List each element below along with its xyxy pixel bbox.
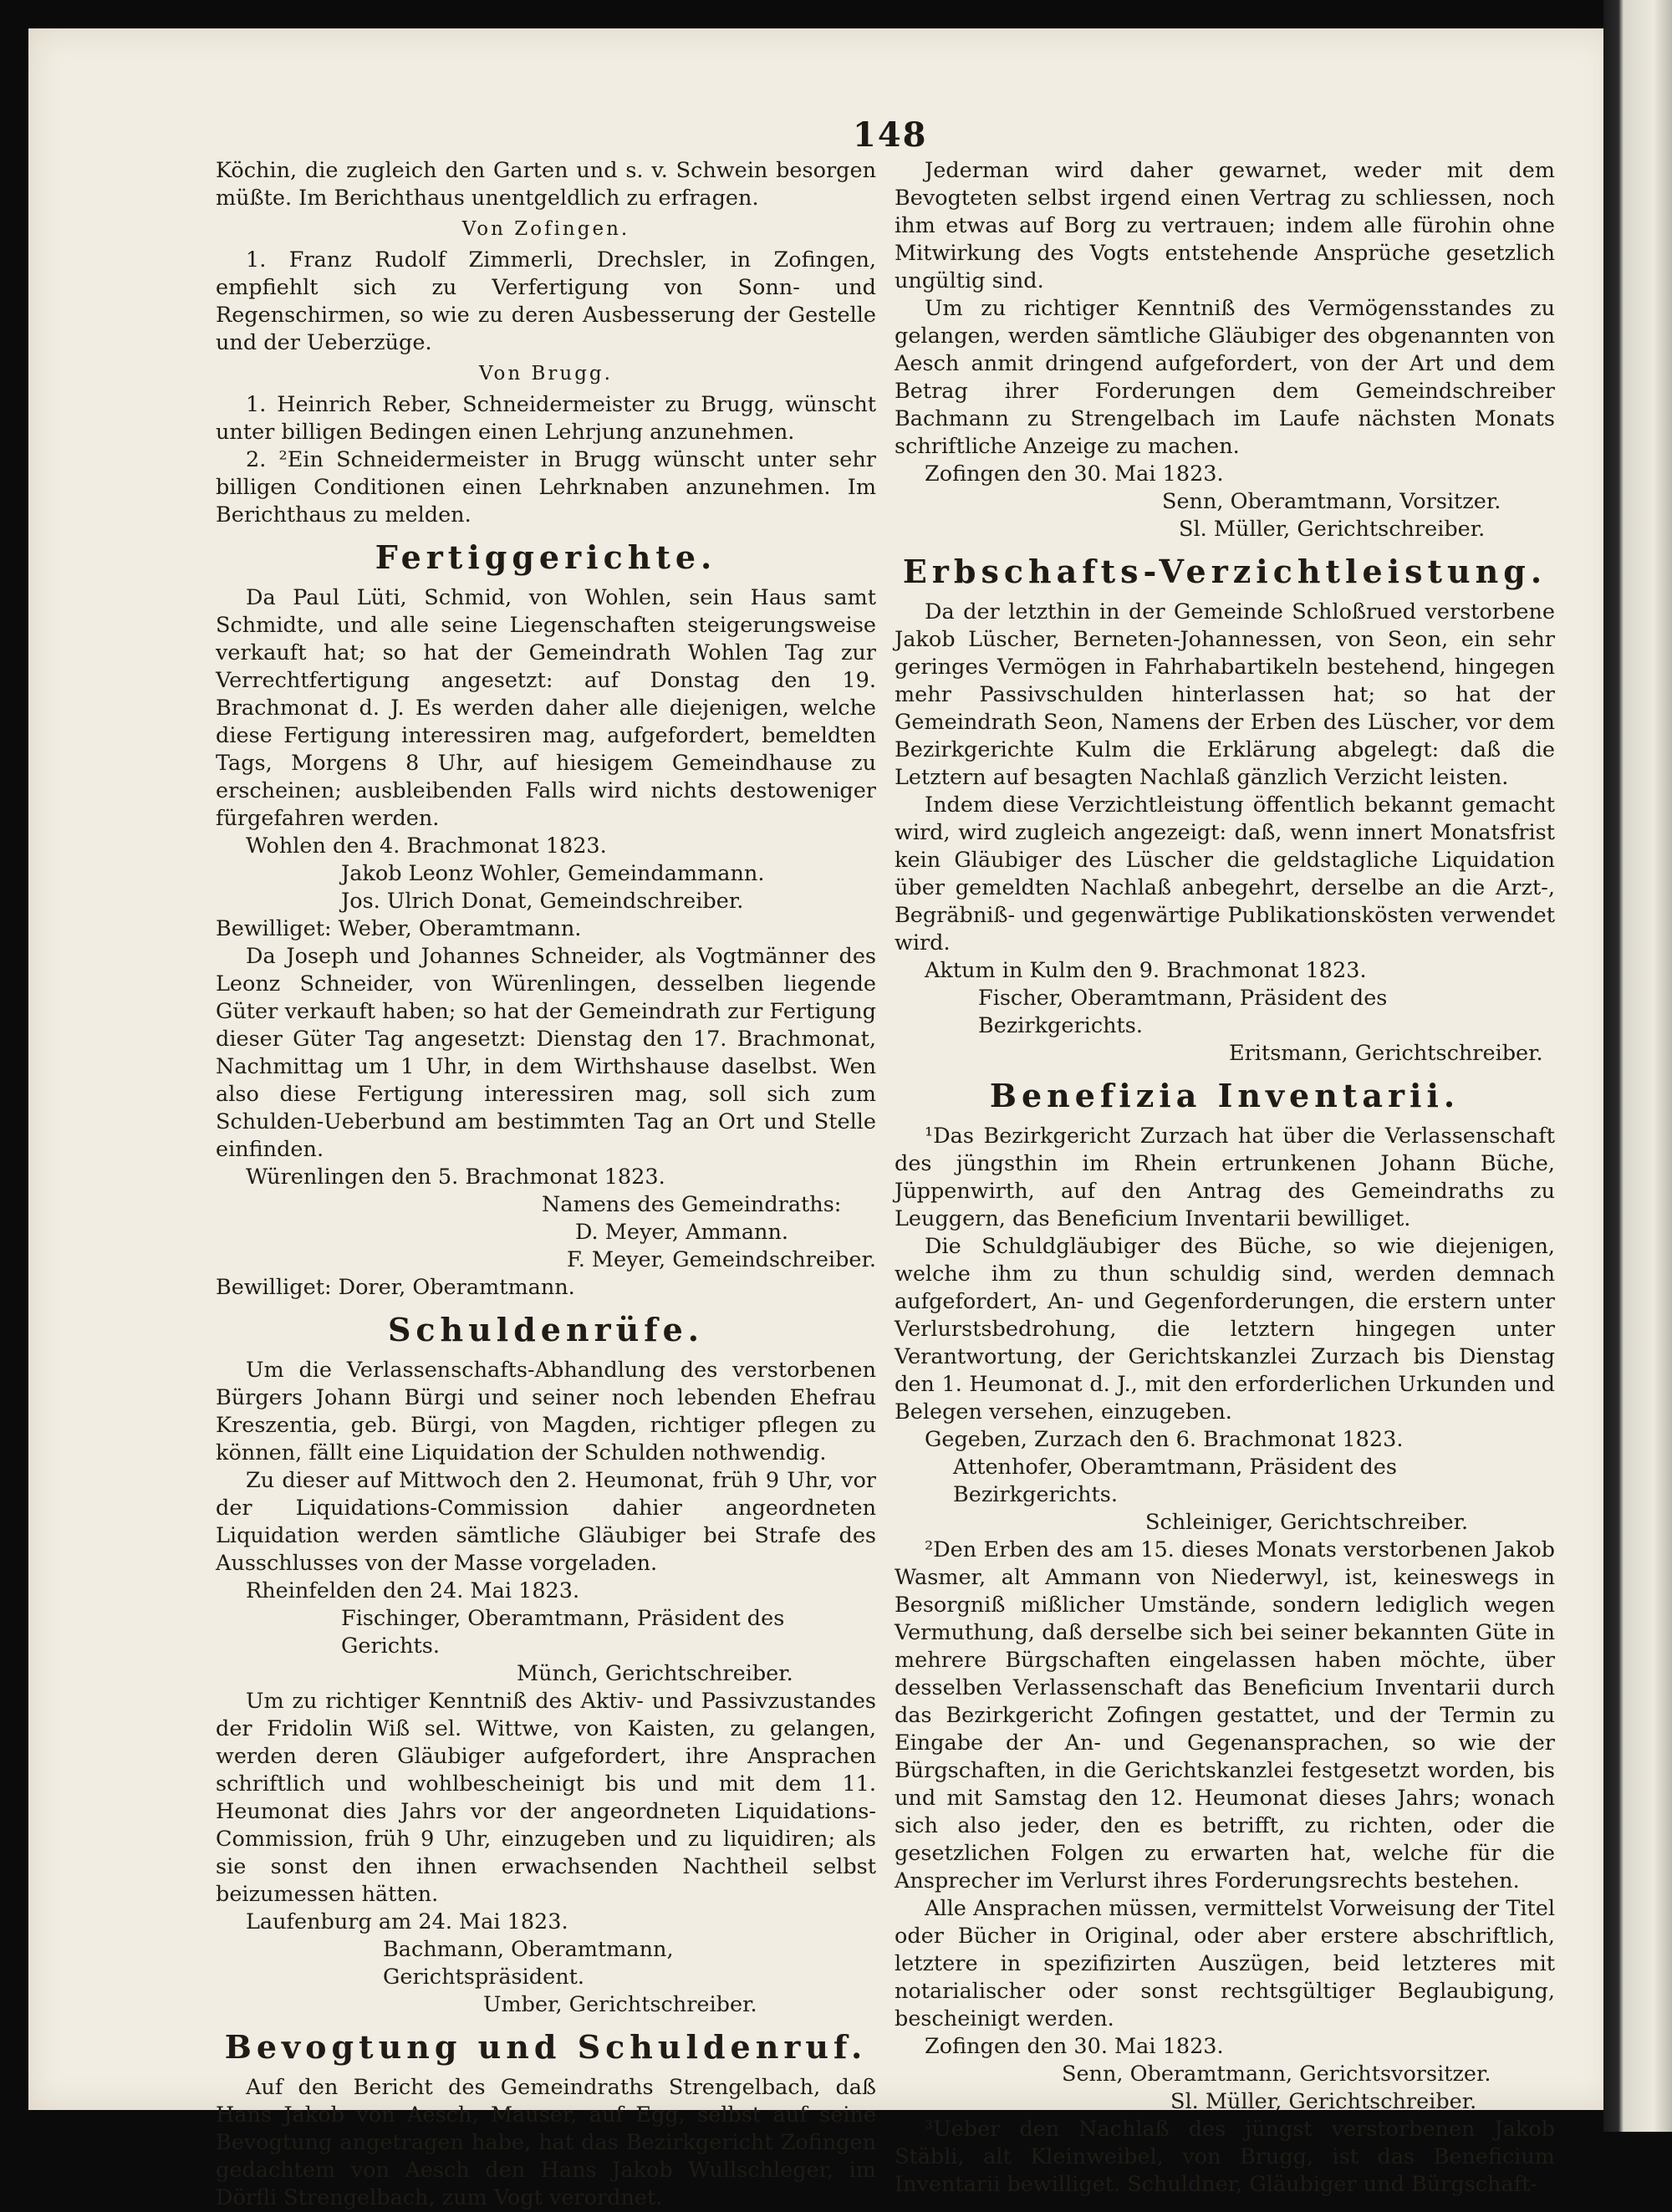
signature-line: F. Meyer, Gemeindschreiber. [567,1247,876,1272]
notice-date: Rheinfelden den 24. Mai 1823. [246,1578,580,1603]
section-heading-schuldenrufe: Schuldenrüfe. [387,1311,705,1348]
notice-paragraph: 2. ²Ein Schneidermeister in Brugg wünscht unter sehr billigen Conditionen einen Lehrknaben anzunehmen. Im Berichthaus zu melden. [216,447,876,528]
left-column [216,157,876,2212]
section-heading-benefizia: Benefizia Inventarii. [989,1077,1460,1114]
notice-paragraph: Indem diese Verzichtleistung öffentlich bekannt gemacht wird, wird zugleich angezeigt: daß, wenn innert Monatsfrist kein Gläubiger des Lüscher die geldstagliche Liquidation über gemeldten Nachlaß anbegehrt, derselbe an die Arzt-, Begräbniß- und gegenwärtige Publikationskösten verwendet wird. [895,793,1555,956]
signature-line: Jos. Ulrich Donat, Gemeindschreiber. [341,889,744,914]
notice-paragraph: Um die Verlassenschafts-Abhandlung des verstorbenen Bürgers Johann Bürgi und seiner noch lebenden Ehefrau Kreszentia, geb. Bürgi, von Magden, richtiger pflegen zu können, fällt eine Liquidation der Schulden nothwendig. [216,1358,876,1465]
section-subhead-zofingen: Von Zofingen. [461,218,630,240]
section-subhead-brugg: Von Brugg. [479,363,613,385]
notice-paragraph: Um zu richtiger Kenntniß des Aktiv- und Passivzustandes der Fridolin Wiß sel. Wittwe, von Kaisten, zu gelangen, werden deren Gläubiger aufgefordert, ihre Ansprachen schriftlich und wohlbescheinigt bis und mit dem 11. Heumonat dies Jahrs vor der angeordneten Liquidations-Commission, früh 9 Uhr, einzugeben und zu liquidiren; als sie sonst den ihnen erwachsenden Nachtheil selbst beizumessen hätten. [216,1689,876,1907]
signature-line: Senn, Oberamtmann, Gerichtsvorsitzer. [1062,2062,1491,2087]
approval-line: Bewilliget: Dorer, Oberamtmann. [216,1275,575,1300]
notice-paragraph: Da Joseph und Johannes Schneider, als Vogtmänner des Leonz Schneider, von Würenlingen, desselben liegende Güter verkauft haben; so hat der Gemeindrath zur Fertigung dieser Güter Tag angesetzt: Dienstag den 17. Brachmonat, Nachmittag um 1 Uhr, in dem Wirthshause daselbst. Wen also diese Fertigung interessiren mag, soll sich zum Schulden-Ueberbund am bestimmten Tag an Ort und Stelle einfinden. [216,944,876,1162]
notice-paragraph: Da der letzthin in der Gemeinde Schloßrued verstorbene Jakob Lüscher, Berneten-Johannessen, von Seon, ein sehr geringes Vermögen in Fahrhabartikeln bestehend, hingegen mehr Passivschulden hinterlassen hat; so hat der Gemeindrath Seon, Namens der Erben des Lüscher, vor dem Bezirkgerichte Kulm die Erklärung abgelegt: daß die Letztern auf besagten Nachlaß gänzlich Verzicht leisten. [895,599,1555,790]
notice-date: Aktum in Kulm den 9. Brachmonat 1823. [925,958,1367,983]
approval-line: Bewilliget: Weber, Oberamtmann. [216,916,582,941]
notice-date: Laufenburg am 24. Mai 1823. [246,1909,568,1934]
notice-paragraph: Jederman wird daher gewarnet, weder mit dem Bevogteten selbst irgend einen Vertrag zu schliessen, noch ihm etwas auf Borg zu vertrauen; indem alle fürohin ohne Mitwirkung des Vogts entstehende Ansprüche gesetzlich ungültig sind. [895,158,1555,293]
signature-line: Umber, Gerichtschreiber. [483,1992,757,2017]
notice-date: Zofingen den 30. Mai 1823. [925,461,1224,487]
notice-paragraph: ²Den Erben des am 15. dieses Monats verstorbenen Jakob Wasmer, alt Ammann von Niederwyl, ist, keineswegs in Besorgniß mißlicher Umstände, sondern lediglich wegen Vermuthung, daß derselbe sich bei seiner bekannten Güte in mehrere Bürgschaften eingelassen haben möchte, über desselben Verlassenschaft das Beneficium Inventarii durch das Bezirkgericht Zofingen gestattet, und der Termin zu Eingabe der An- und Gegenansprachen, so wie der Bürgschaften, in die Gerichtskanzlei festgesetzt worden, bis und mit Samstag den 12. Heumonat dieses Jahrs; wonach sich also jeder, den es betrifft, zu richten, oder die gesetzlichen Folgen zu erwarten hat, welche für die Ansprecher im Verlurst ihres Forderungsrechts bestehen. [895,1537,1555,1893]
signature-line: Bachmann, Oberamtmann, Gerichtspräsident. [383,1937,674,1990]
section-heading-fertiggerichte: Fertiggerichte. [375,538,717,576]
notice-paragraph: ¹Das Bezirkgericht Zurzach hat über die Verlassenschaft des jüngsthin im Rhein ertrunkenen Johann Büche, Jüppenwirth, auf den Antrag des Gemeindraths zu Leuggern, das Beneficium Inventarii bewilliget. [895,1124,1555,1231]
notice-date: Würenlingen den 5. Brachmonat 1823. [246,1165,665,1190]
signature-line: Schleiniger, Gerichtschreiber. [1145,1510,1469,1535]
signature-line: Eritsmann, Gerichtschreiber. [1229,1041,1543,1066]
notice-paragraph: Auf den Bericht des Gemeindraths Strengelbach, daß Hans Jakob von Aesch, Mauser, auf Egg, selbst auf seine Bevogtung angetragen habe, hat das Bezirkgericht Zofingen gedachtem von Aesch den Hans Jakob Wullschleger, im Dörfli Strengelbach, zum Vogt verordnet. [216,2075,876,2210]
signature-line: Jakob Leonz Wohler, Gemeindammann. [341,861,765,886]
signature-line: D. Meyer, Ammann. [575,1220,788,1245]
signature-line: Fischer, Oberamtmann, Präsident des Bezirkgerichts. [978,986,1388,1038]
intro-paragraph: Köchin, die zugleich den Garten und s. v. Schwein besorgen müßte. Im Berichthaus unentgeldlich zu erfragen. [216,158,876,211]
signature-line: Namens des Gemeindraths: [542,1192,842,1217]
signature-line: Fischinger, Oberamtmann, Präsident des Gerichts. [341,1606,785,1659]
page-number: 148 [853,115,928,155]
notice-paragraph: Alle Ansprachen müssen, vermittelst Vorweisung der Titel oder Bücher in Original, oder aber erstere abschriftlich, letztere in spezifizirten Auszügen, beid letzteres mit notarialischer oder sonst rechtsgültiger Beglaubigung, bescheinigt werden. [895,1896,1555,2031]
notice-date: Zofingen den 30. Mai 1823. [925,2034,1224,2059]
notice-paragraph: Die Schuldgläubiger des Büche, so wie diejenigen, welche ihm zu thun schuldig sind, werden demnach aufgefordert, An- und Gegenforderungen, die erstern unter Verlurstsbedrohung, die letztern hingegen unter Verantwortung, der Gerichtskanzlei Zurzach bis Dienstag den 1. Heumonat d. J., mit den erforderlichen Urkunden und Belegen versehen, einzugeben. [895,1234,1555,1425]
signature-line: Senn, Oberamtmann, Vorsitzer. [1162,489,1501,514]
notice-paragraph: Um zu richtiger Kenntniß des Vermögensstandes zu gelangen, werden sämtliche Gläubiger des obgenannten von Aesch anmit dringend aufgefordert, von der Art und dem Betrag ihrer Forderungen dem Gemeindschreiber Bachmann zu Strengelbach im Laufe nächsten Monats schriftliche Anzeige zu machen. [895,296,1555,459]
section-heading-bevogtung: Bevogtung und Schuldenruf. [224,2028,868,2066]
signature-line: Sl. Müller, Gerichtschreiber. [1179,517,1486,542]
signature-line: Münch, Gerichtschreiber. [517,1661,793,1686]
book-spine [1603,0,1672,2132]
notice-paragraph: Zu dieser auf Mittwoch den 2. Heumonat, früh 9 Uhr, vor der Liquidations-Commission dahier angeordneten Liquidation werden sämtliche Gläubiger bei Strafe des Ausschlusses von der Masse vorgeladen. [216,1468,876,1576]
notice-date: Gegeben, Zurzach den 6. Brachmonat 1823. [925,1427,1404,1452]
signature-line: Attenhofer, Oberamtmann, Präsident des Bezirkgerichts. [953,1455,1397,1507]
notice-paragraph: 1. Heinrich Reber, Schneidermeister zu Brugg, wünscht unter billigen Bedingen einen Lehrjung anzunehmen. [216,392,876,445]
signature-line: Sl. Müller, Gerichtschreiber. [1170,2089,1477,2114]
notice-paragraph: ³Ueber den Nachlaß des jüngst verstorbenen Jakob Stäbli, alt Kleinweibel, von Brugg, ist das Beneficium Inventarii bewilliget. Schuldner, Gläubiger und Bürgschaft- [895,2117,1555,2197]
right-column [895,157,1555,2199]
scan-border [0,0,1672,28]
notice-date: Wohlen den 4. Brachmonat 1823. [246,833,607,859]
section-heading-erbschaft: Erbschafts-Verzichtleistung. [902,553,1547,590]
notice-paragraph: 1. Franz Rudolf Zimmerli, Drechsler, in Zofingen, empfiehlt sich zu Verfertigung von Sonn- und Regenschirmen, so wie zu deren Ausbesserung der Gestelle und der Ueberzüge. [216,247,876,355]
notice-paragraph: Da Paul Lüti, Schmid, von Wohlen, sein Haus samt Schmidte, und alle seine Liegenschaften steigerungsweise verkauft hat; so hat der Gemeindrath Wohlen Tag zur Verrechtfertigung angesetzt: auf Donstag den 19. Brachmonat d. J. Es werden daher alle diejenigen, welche diese Fertigung interessiren mag, aufgefordert, bemeldten Tags, Morgens 8 Uhr, auf hiesigem Gemeindhause zu erscheinen; ausbleibenden Falls wird nichts destoweniger fürgefahren werden. [216,585,876,831]
